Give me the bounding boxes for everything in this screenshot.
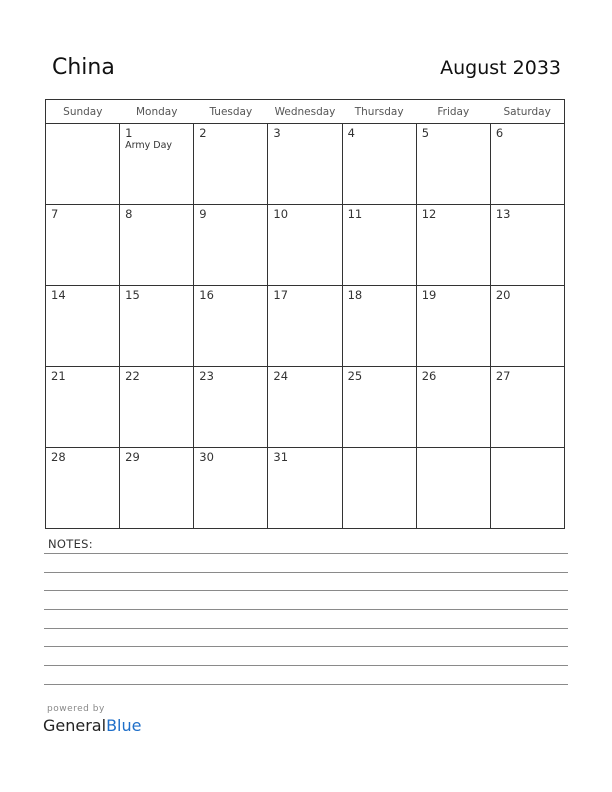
day-number: 3 [273,126,281,140]
powered-by-text: powered by [47,704,105,714]
holiday-label: Army Day [125,140,173,151]
day-number: 9 [199,207,207,221]
calendar-day-cell [490,124,564,205]
calendar-day-cell [268,448,342,529]
day-number: 4 [347,126,355,140]
day-number: 17 [273,288,289,302]
calendar-day-cell [120,286,194,367]
weekday-sunday: Sunday [46,100,120,124]
day-number: 12 [421,207,437,221]
calendar-week-row [46,448,565,529]
brand-logo [43,716,141,735]
calendar-day-cell [120,367,194,448]
brand-blue: Blue [106,716,142,735]
day-number: 6 [495,126,504,140]
calendar-week-row [46,286,565,367]
day-number: 24 [273,369,289,383]
calendar-day-cell [194,286,268,367]
country-title: China [52,55,115,80]
day-number: 18 [347,288,363,302]
day-number: 11 [347,207,363,221]
brand-general: General [43,716,107,735]
notes-line [44,553,568,554]
calendar-day-cell [120,448,194,529]
weekday-thursday: Thursday [342,100,416,124]
weekday-header-row [46,100,565,124]
calendar-day-cell [342,286,416,367]
calendar-day-cell [416,205,490,286]
calendar-day-cell [416,448,490,529]
calendar-day-cell [194,205,268,286]
calendar-day-cell [268,367,342,448]
day-number: 29 [125,450,140,464]
calendar-grid [45,99,565,529]
calendar-day-cell [268,286,342,367]
day-number: 21 [51,369,66,383]
calendar-day-cell [490,448,564,529]
day-number: 20 [495,288,511,302]
day-number: 30 [199,450,214,464]
day-number: 10 [273,207,289,221]
calendar-day-cell [120,205,194,286]
notes-line [44,590,568,591]
calendar-day-cell [46,124,120,205]
day-number: 15 [125,288,140,302]
calendar-day-cell [268,205,342,286]
calendar-day-cell [194,124,268,205]
calendar-day-cell [46,205,120,286]
calendar-day-cell [416,367,490,448]
notes-line [44,684,568,685]
calendar-day-cell [342,367,416,448]
weekday-saturday: Saturday [490,100,564,124]
notes-line [44,665,568,666]
calendar-week-row [46,205,565,286]
calendar-day-cell [490,286,564,367]
day-number: 13 [495,207,511,221]
calendar-day-cell [416,286,490,367]
day-number: 16 [199,288,214,302]
month-title: August 2033 [440,57,561,79]
calendar-day-cell [342,448,416,529]
day-number: 8 [125,207,133,221]
calendar-week-row [46,124,565,205]
day-number: 28 [51,450,66,464]
calendar-day-cell [416,124,490,205]
calendar-day-cell [342,124,416,205]
calendar-day-cell [120,124,194,205]
weekday-tuesday: Tuesday [194,100,268,124]
calendar-day-cell [268,124,342,205]
day-number: 31 [273,450,289,464]
notes-line [44,646,568,647]
calendar-day-cell [490,205,564,286]
calendar-day-cell [194,448,268,529]
calendar-day-cell [490,367,564,448]
day-number: 2 [199,126,207,140]
weekday-monday: Monday [120,100,194,124]
notes-line [44,628,568,629]
calendar-day-cell [46,448,120,529]
day-number: 25 [347,369,363,383]
day-number: 19 [421,288,437,302]
notes-label: NOTES: [48,537,93,551]
day-number: 22 [125,369,140,383]
day-number: 1 [125,126,133,140]
calendar-day-cell [46,286,120,367]
day-number: 23 [199,369,214,383]
day-number: 26 [421,369,437,383]
weekday-friday: Friday [416,100,490,124]
day-number: 5 [421,126,430,140]
calendar-week-row [46,367,565,448]
calendar-day-cell [194,367,268,448]
notes-line [44,609,568,610]
day-number: 14 [51,288,66,302]
calendar-day-cell [342,205,416,286]
day-number: 7 [51,207,59,221]
weekday-wednesday: Wednesday [268,100,342,124]
day-number: 27 [495,369,511,383]
notes-line [44,572,568,573]
calendar-day-cell [46,367,120,448]
